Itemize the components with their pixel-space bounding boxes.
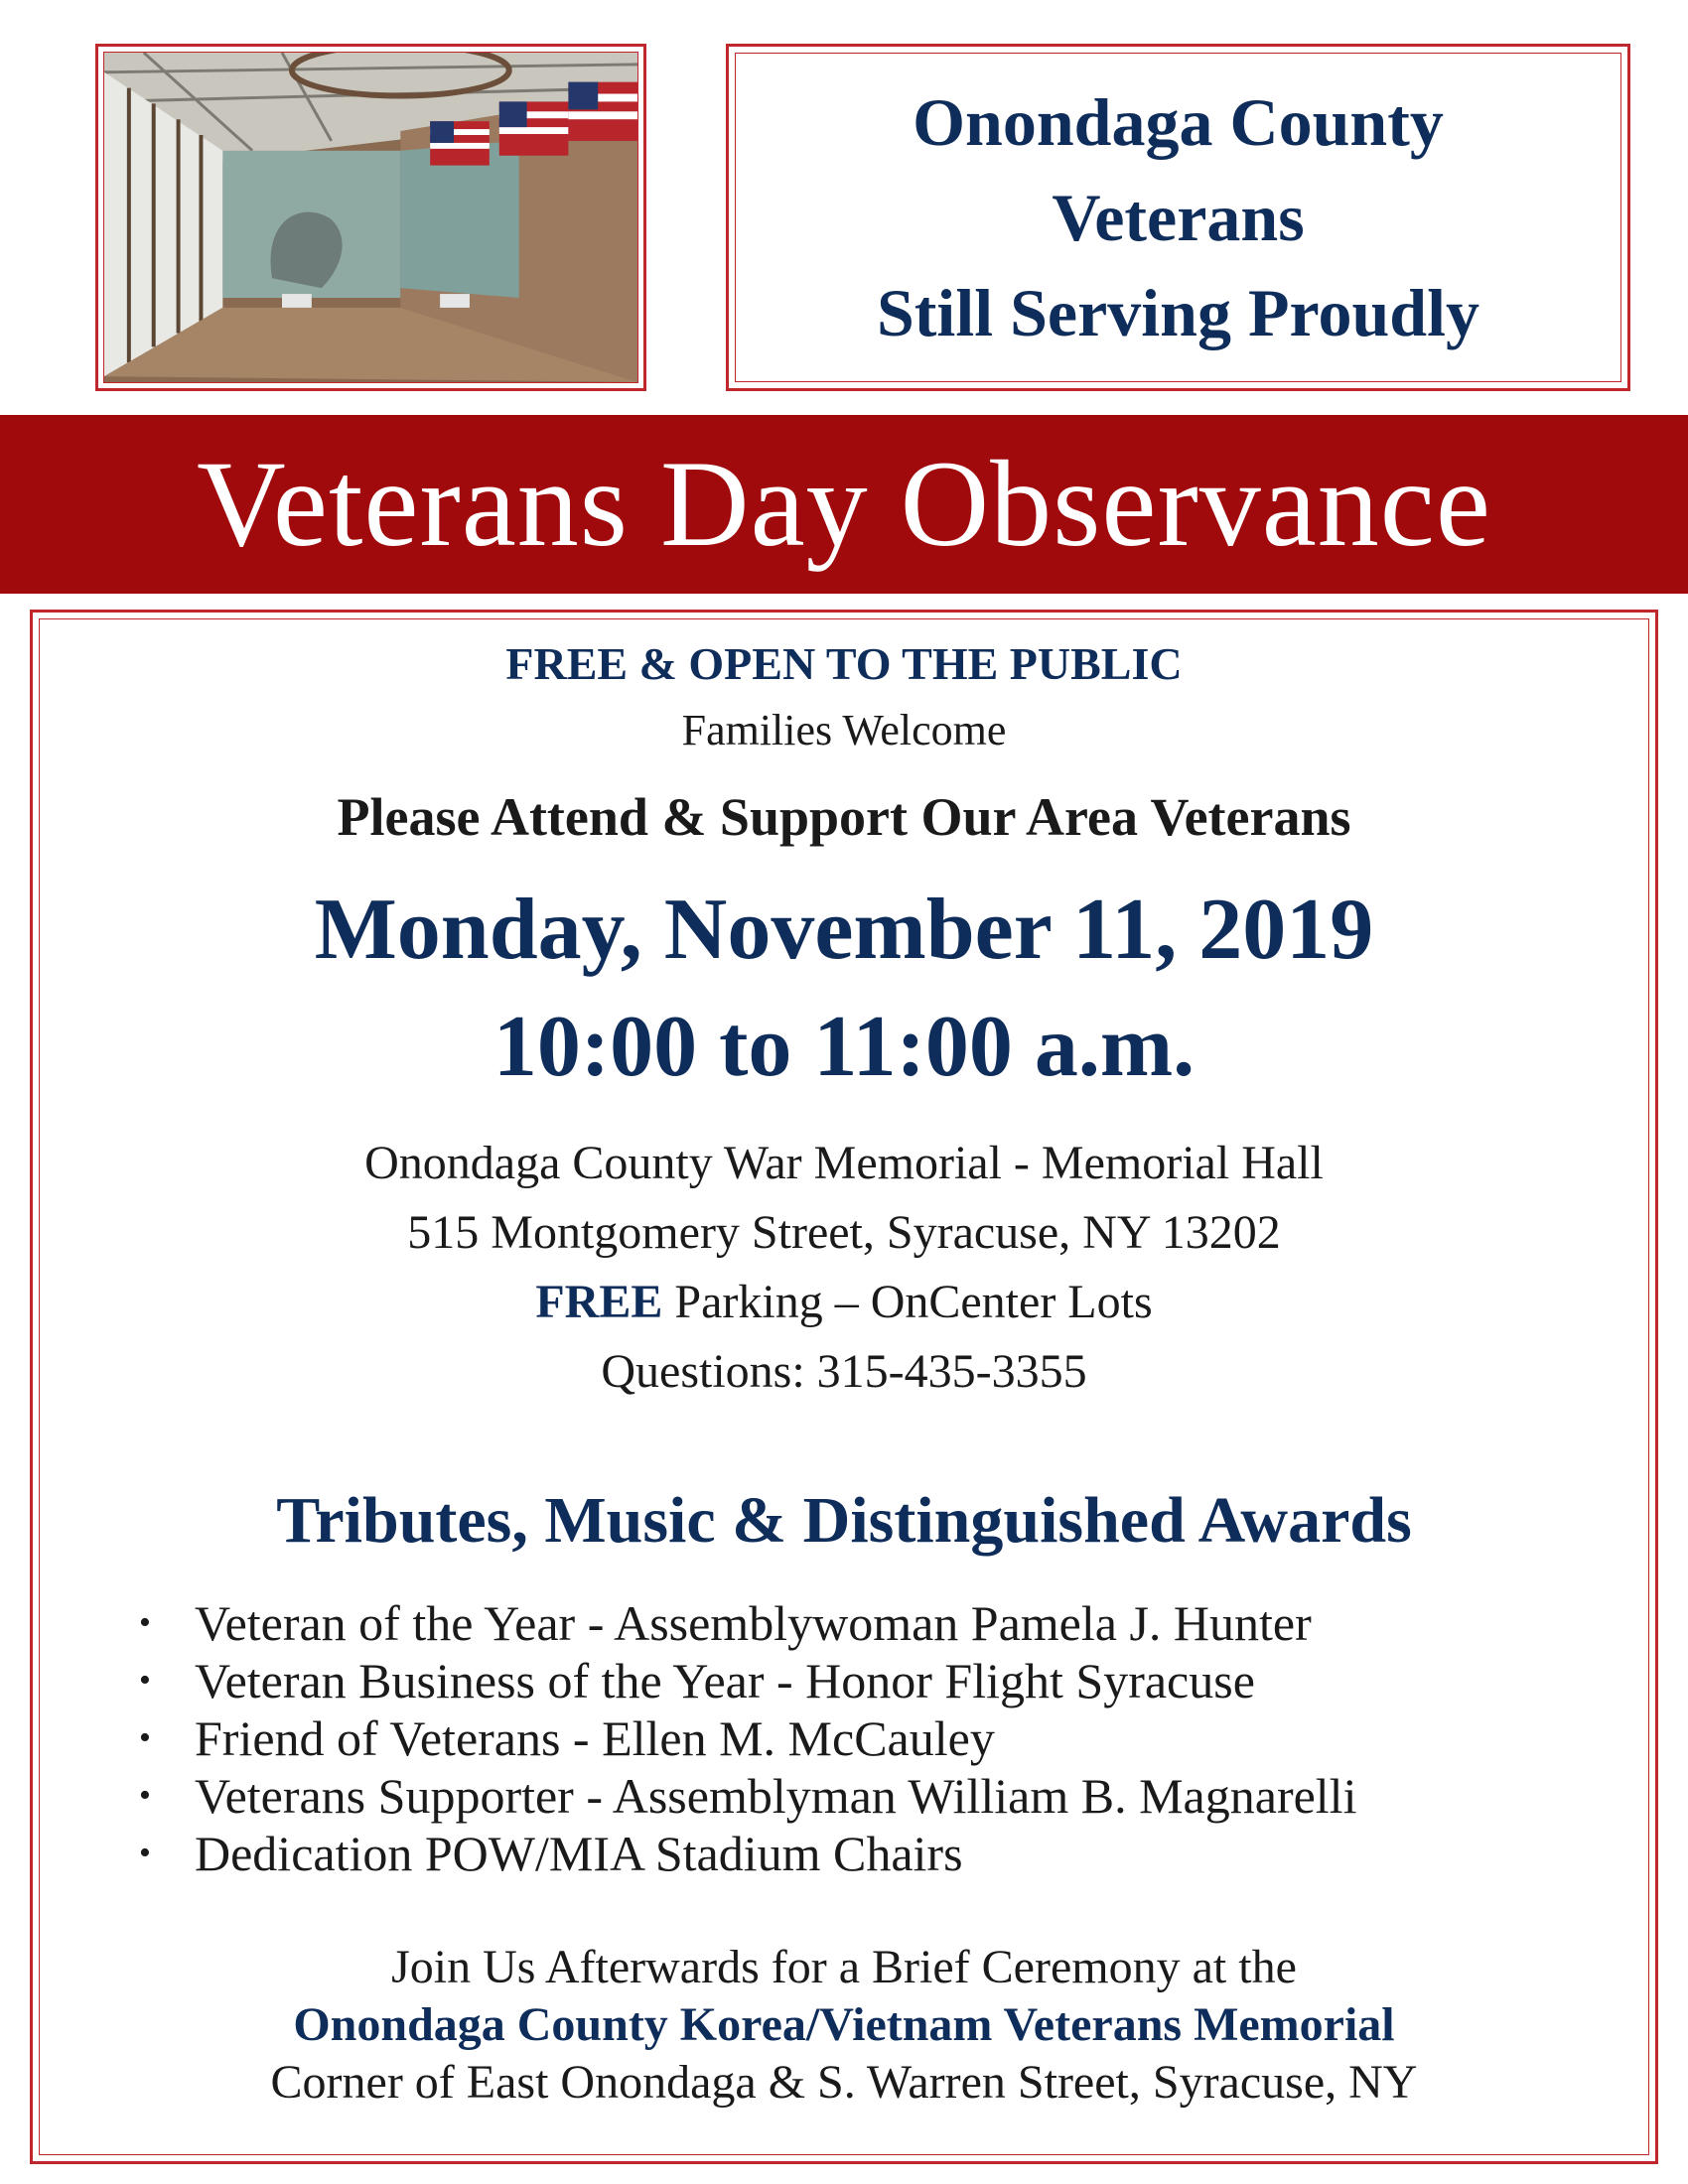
memorial-hall-photo-frame xyxy=(95,44,646,391)
venue-line: Onondaga County War Memorial - Memorial Hall xyxy=(364,1137,1324,1189)
afterwards-location: Corner of East Onondaga & S. Warren Street, Syracuse, NY xyxy=(270,2056,1418,2109)
award-text: Veteran of the Year - Assemblywoman Pamela J. Hunter xyxy=(195,1595,1312,1651)
list-item xyxy=(139,1767,1356,1825)
event-date: Monday, November 11, 2019 xyxy=(314,882,1374,978)
list-item xyxy=(139,1709,1356,1767)
award-text: Veteran Business of the Year - Honor Flight Syracuse xyxy=(195,1653,1255,1708)
bullet-icon: • xyxy=(139,1719,151,1756)
title-line-1: Onondaga County xyxy=(913,84,1444,160)
awards-heading: Tributes, Music & Distinguished Awards xyxy=(276,1484,1412,1557)
families-line: Families Welcome xyxy=(681,706,1007,754)
title-line-2: Veterans xyxy=(1052,180,1305,255)
admission-line: FREE & OPEN TO THE PUBLIC xyxy=(505,638,1183,689)
event-details-box xyxy=(30,610,1658,2164)
bullet-icon: • xyxy=(139,1835,151,1871)
title-inner xyxy=(735,53,1621,382)
bullet-icon: • xyxy=(139,1604,151,1641)
event-details-inner xyxy=(39,618,1649,2155)
memorial-hall-photo xyxy=(104,53,637,382)
banner-title: Veterans Day Observance xyxy=(197,436,1491,572)
award-text: Friend of Veterans - Ellen M. McCauley xyxy=(195,1710,995,1766)
list-item xyxy=(139,1652,1356,1709)
award-text: Veterans Supporter - Assemblyman William B. Magnarelli xyxy=(195,1768,1357,1824)
title-line-3: Still Serving Proudly xyxy=(876,275,1480,350)
parking-rest: Parking – OnCenter Lots xyxy=(662,1276,1153,1328)
afterwards-line-1: Join Us Afterwards for a Brief Ceremony at the xyxy=(391,1941,1297,1993)
award-text: Dedication POW/MIA Stadium Chairs xyxy=(195,1826,963,1881)
address-line: 515 Montgomery Street, Syracuse, NY 13202 xyxy=(407,1206,1281,1259)
parking-line xyxy=(40,1275,1648,1329)
awards-list xyxy=(139,1594,1356,1882)
list-item xyxy=(139,1825,1356,1882)
event-time: 10:00 to 11:00 a.m. xyxy=(492,999,1196,1095)
observance-banner xyxy=(0,415,1688,594)
bullet-icon: • xyxy=(139,1662,151,1699)
invite-line: Please Attend & Support Our Area Veterans xyxy=(337,787,1351,847)
list-item xyxy=(139,1594,1356,1652)
afterwards-memorial: Onondaga County Korea/Vietnam Veterans Memorial xyxy=(293,1998,1395,2051)
parking-free-label: FREE xyxy=(535,1276,663,1328)
title-box xyxy=(726,44,1630,391)
bullet-icon: • xyxy=(139,1777,151,1814)
questions-line: Questions: 315-435-3355 xyxy=(601,1345,1087,1398)
